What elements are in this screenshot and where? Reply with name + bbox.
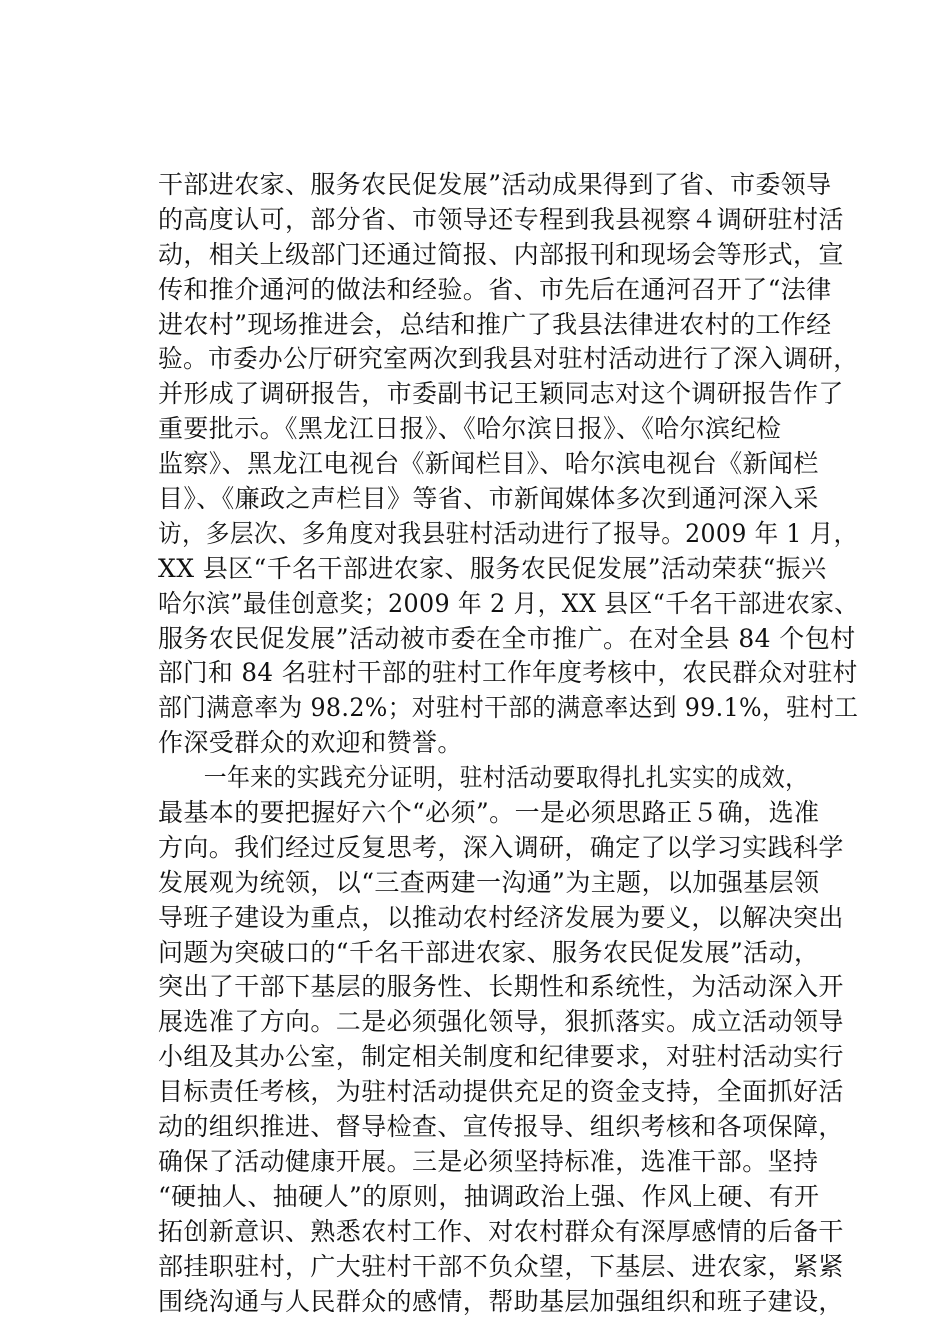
text-line: 服务农民促发展”活动被市委在全市推广。在对全县 84 个包村: [158, 623, 856, 653]
text-line: 并形成了调研报告，市委副书记王颖同志对这个调研报告作了: [158, 379, 844, 409]
text-line: 发展观为统领，以“三查两建一沟通”为主题，以加强基层领: [158, 867, 820, 897]
text-line: 确保了活动健康开展。三是必须坚持标准，选准干部。坚持: [158, 1146, 819, 1176]
text-line: 重要批示。《黑龙江日报》、《哈尔滨日报》、《哈尔滨纪检: [158, 414, 782, 444]
text-line: 传和推介通河的做法和经验。省、市先后在通河召开了“法律: [158, 274, 832, 304]
text-line: 动的组织推进、督导检查、宣传报导、组织考核和各项保障，: [158, 1112, 844, 1142]
text-line: 监察》、黑龙江电视台《新闻栏目》、哈尔滨电视台《新闻栏: [158, 449, 819, 479]
text-line: 问题为突破口的“千名干部进农家、服务农民促发展”活动，: [158, 937, 820, 967]
text-line: XX 县区“千名干部进农家、服务农民促发展”活动荣获“振兴: [158, 553, 827, 583]
text-line: 围绕沟通与人民群众的感情，帮助基层加强组织和班子建设，: [158, 1286, 844, 1316]
text-line: 目标责任考核，为驻村活动提供充足的资金支持，全面抓好活: [158, 1077, 844, 1107]
text-line: 突出了干部下基层的服务性、长期性和系统性，为活动深入开: [158, 972, 844, 1002]
text-line: 部门和 84 名驻村干部的驻村工作年度考核中，农民群众对驻村: [158, 658, 858, 688]
body-text: [158, 168, 858, 1319]
text-line: 部挂职驻村，广大驻村干部不负众望，下基层、进农家，紧紧: [158, 1251, 844, 1281]
text-line: 的高度认可，部分省、市领导还专程到我县视察４调研驻村活: [158, 204, 844, 234]
text-line: 最基本的要把握好六个“必须”。一是必须思路正５确，选准: [158, 798, 820, 828]
text-line: 目》、《廉政之声栏目》等省、市新闻媒体多次到通河深入采: [158, 484, 819, 514]
text-line: 哈尔滨”最佳创意奖；2009 年 2 月，XX 县区“千名干部进农家、: [158, 588, 859, 618]
text-line: 一年来的实践充分证明，驻村活动要取得扎扎实实的成效，: [203, 763, 809, 793]
text-line: 进农村”现场推进会，总结和推广了我县法律进农村的工作经: [158, 309, 832, 339]
text-line: 拓创新意识、熟悉农村工作、对农村群众有深厚感情的后备干: [158, 1216, 844, 1246]
paragraph: [158, 168, 858, 761]
text-line: 干部进农家、服务农民促发展”活动成果得到了省、市委领导: [158, 170, 832, 199]
paragraph: [158, 761, 858, 1319]
text-line: 部门满意率为 98.2%；对驻村干部的满意率达到 99.1%，驻村工: [158, 693, 859, 723]
text-line: 访，多层次、多角度对我县驻村活动进行了报导。2009 年 1 月，: [158, 518, 858, 548]
text-line: 动，相关上级部门还通过简报、内部报刊和现场会等形式，宣: [158, 239, 844, 269]
text-line: 展选准了方向。二是必须强化领导，狠抓落实。成立活动领导: [158, 1007, 844, 1037]
text-line: “硬抽人、抽硬人”的原则，抽调政治上强、作风上硬、有开: [158, 1181, 820, 1211]
text-line: 小组及其办公室，制定相关制度和纪律要求，对驻村活动实行: [158, 1042, 844, 1072]
text-line: 作深受群众的欢迎和赞誉。: [158, 728, 463, 758]
text-line: 验。市委办公厅研究室两次到我县对驻村活动进行了深入调研，: [158, 344, 859, 374]
text-line: 方向。我们经过反复思考，深入调研，确定了以学习实践科学: [158, 832, 844, 862]
text-line: 导班子建设为重点，以推动农村经济发展为要义，以解决突出: [158, 902, 844, 932]
